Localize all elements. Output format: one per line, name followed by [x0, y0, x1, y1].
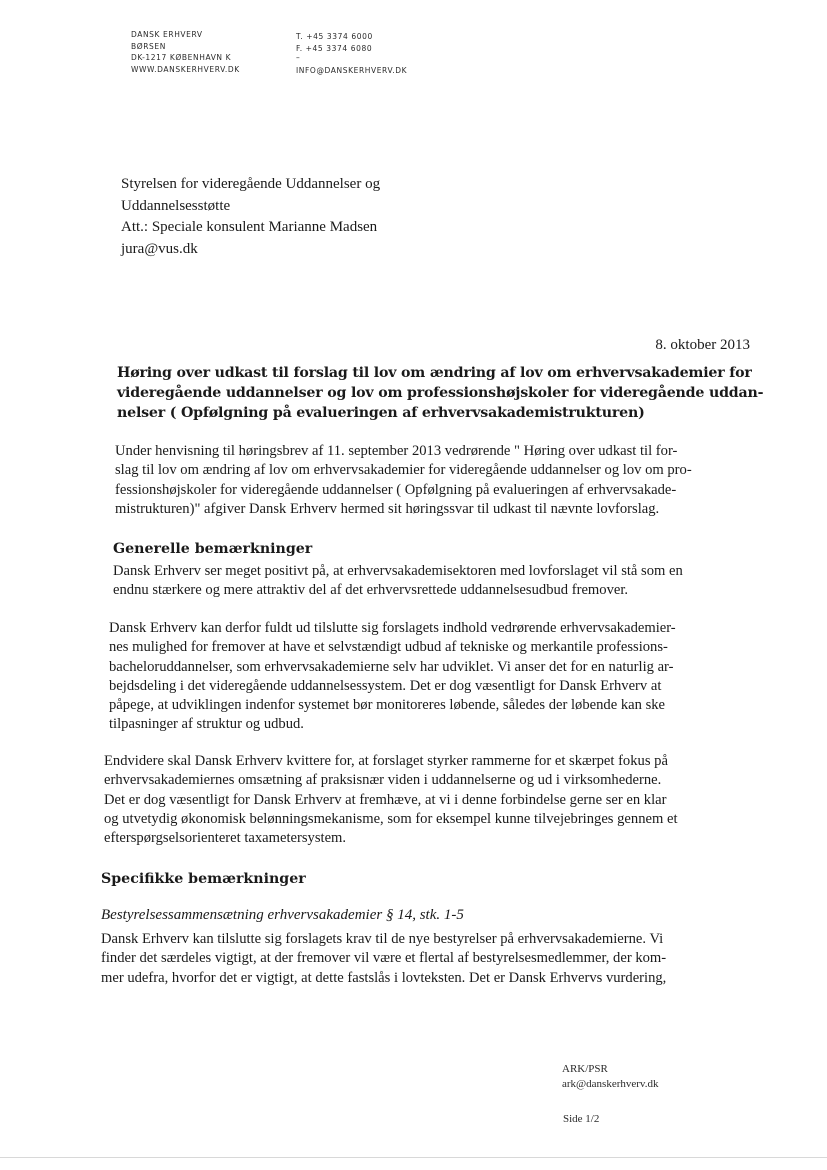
paragraph-line: slag til lov om ændring af lov om erhvervsakademier for videregående uddannelser og lov om pro-: [115, 462, 692, 479]
paragraph-line: bejdsdeling i det videregående uddannelsessystem. Det er dog væsentligt for Dansk Erhverv at: [109, 677, 662, 694]
general-remarks-heading: Generelle bemærkninger: [113, 541, 313, 557]
general-paragraph-2: [109, 619, 676, 735]
fax-number: F. +45 3374 6080: [296, 43, 373, 53]
paragraph-line: tilpasninger af struktur og udbud.: [109, 716, 304, 733]
paragraph-line: erhvervsakademiernes omsætning af praksisnær viden i uddannelserne og ud i virksomhederne.: [104, 772, 662, 789]
paragraph-line: Endvidere skal Dansk Erhverv kvittere for, at forslaget styrker rammerne for et skærpet fokus på: [104, 753, 668, 769]
specific-paragraph-1: [101, 930, 666, 988]
intro-paragraph: [115, 442, 692, 519]
paragraph-line: Det er dog væsentligt for Dansk Erhverv at fremhæve, at vi i denne forbindelse gerne ser en klar: [104, 791, 667, 808]
subject-line: Høring over udkast til forslag til lov om ændring af lov om erhvervsakademier for: [117, 365, 752, 381]
paragraph-line: og utvetydig økonomisk belønningsmekanisme, som for eksempel kunne tilvejebringes gennem et: [104, 810, 678, 827]
contact-email: INFO@DANSKERHVERV.DK: [296, 66, 408, 75]
paragraph-line: mer udefra, hvorfor det er vigtigt, at dette fastslås i lovteksten. Det er Dansk Erhvervs vurdering,: [101, 969, 667, 986]
paragraph-line: påpege, at udviklingen indenfor systemet bør monitoreres løbende, således der løbende kan ske: [109, 697, 666, 714]
paragraph-line: fessionshøjskoler for videregående uddannelser ( Opfølgning på evalueringen af erhvervsakade-: [115, 481, 677, 498]
sender-address: [131, 29, 240, 75]
paragraph-line: Dansk Erhverv kan tilslutte sig forslagets krav til de nye bestyrelser på erhvervsakademierne. Vi: [101, 931, 664, 947]
sender-website: WWW.DANSKERHVERV.DK: [131, 64, 240, 74]
recipient-line: Styrelsen for videregående Uddannelser og: [121, 176, 381, 192]
author-reference: [562, 1062, 658, 1092]
paragraph-line: endnu stærkere og mere attraktiv del af det erhvervsrettede uddannelsesudbud fremover.: [113, 582, 629, 599]
page-number: Side 1/2: [563, 1113, 600, 1125]
paragraph-line: mistrukturen)" afgiver Dansk Erhverv hermed sit høringssvar til udkast til nævnte lovforslag.: [115, 500, 660, 517]
subject-line: nelser ( Opfølgning på evalueringen af erhvervsakademistrukturen): [117, 405, 645, 421]
phone-number: T. +45 3374 6000: [296, 32, 373, 41]
paragraph-line: nes mulighed for fremover at have et selvstændigt udbud af tekniske og merkantile professions-: [109, 639, 668, 656]
paragraph-line: finder det særdeles vigtigt, at der fremover vil være et flertal af bestyrelsesmedlemmer, der kom-: [101, 950, 667, 967]
paragraph-line: Dansk Erhverv ser meget positivt på, at erhvervsakademisektoren med lovforslaget vil stå som en: [113, 563, 683, 579]
board-composition-subheading: Bestyrelsessammensætning erhvervsakademier § 14, stk. 1-5: [101, 907, 464, 923]
sender-line: DANSK ERHVERV: [131, 30, 203, 39]
sender-line: DK-1217 KØBENHAVN K: [131, 53, 232, 62]
contact-dash: –: [296, 53, 301, 62]
sender-contact: [296, 31, 407, 77]
scan-edge-divider: [0, 1157, 827, 1158]
author-email: ark@danskerhverv.dk: [562, 1078, 659, 1090]
subject-heading: [117, 363, 767, 423]
sender-line: BØRSEN: [131, 41, 166, 51]
paragraph-line: efterspørgselsorienteret taxametersystem.: [104, 830, 347, 847]
recipient-line: Att.: Speciale konsulent Marianne Madsen: [121, 219, 378, 235]
recipient-email: jura@vus.dk: [121, 240, 198, 257]
author-initials: ARK/PSR: [562, 1063, 608, 1075]
paragraph-line: Under henvisning til høringsbrev af 11. september 2013 vedrørende " Høring over udkast til for-: [115, 443, 678, 459]
recipient-line: Uddannelsesstøtte: [121, 197, 231, 214]
specific-remarks-heading: Specifikke bemærkninger: [101, 871, 306, 887]
general-paragraph-1: [113, 562, 683, 601]
letter-date: 8. oktober 2013: [655, 337, 750, 353]
subject-line: videregående uddannelser og lov om professionshøjskoler for videregående uddan-: [117, 385, 764, 401]
paragraph-line: bacheloruddannelser, som erhvervsakademierne selv har udviklet. Vi anser det for en naturlig ar-: [109, 658, 674, 675]
general-paragraph-3: [104, 752, 678, 848]
paragraph-line: Dansk Erhverv kan derfor fuldt ud tilslutte sig forslagets indhold vedrørende erhvervsakademier-: [109, 620, 676, 636]
recipient-address: [121, 174, 380, 260]
